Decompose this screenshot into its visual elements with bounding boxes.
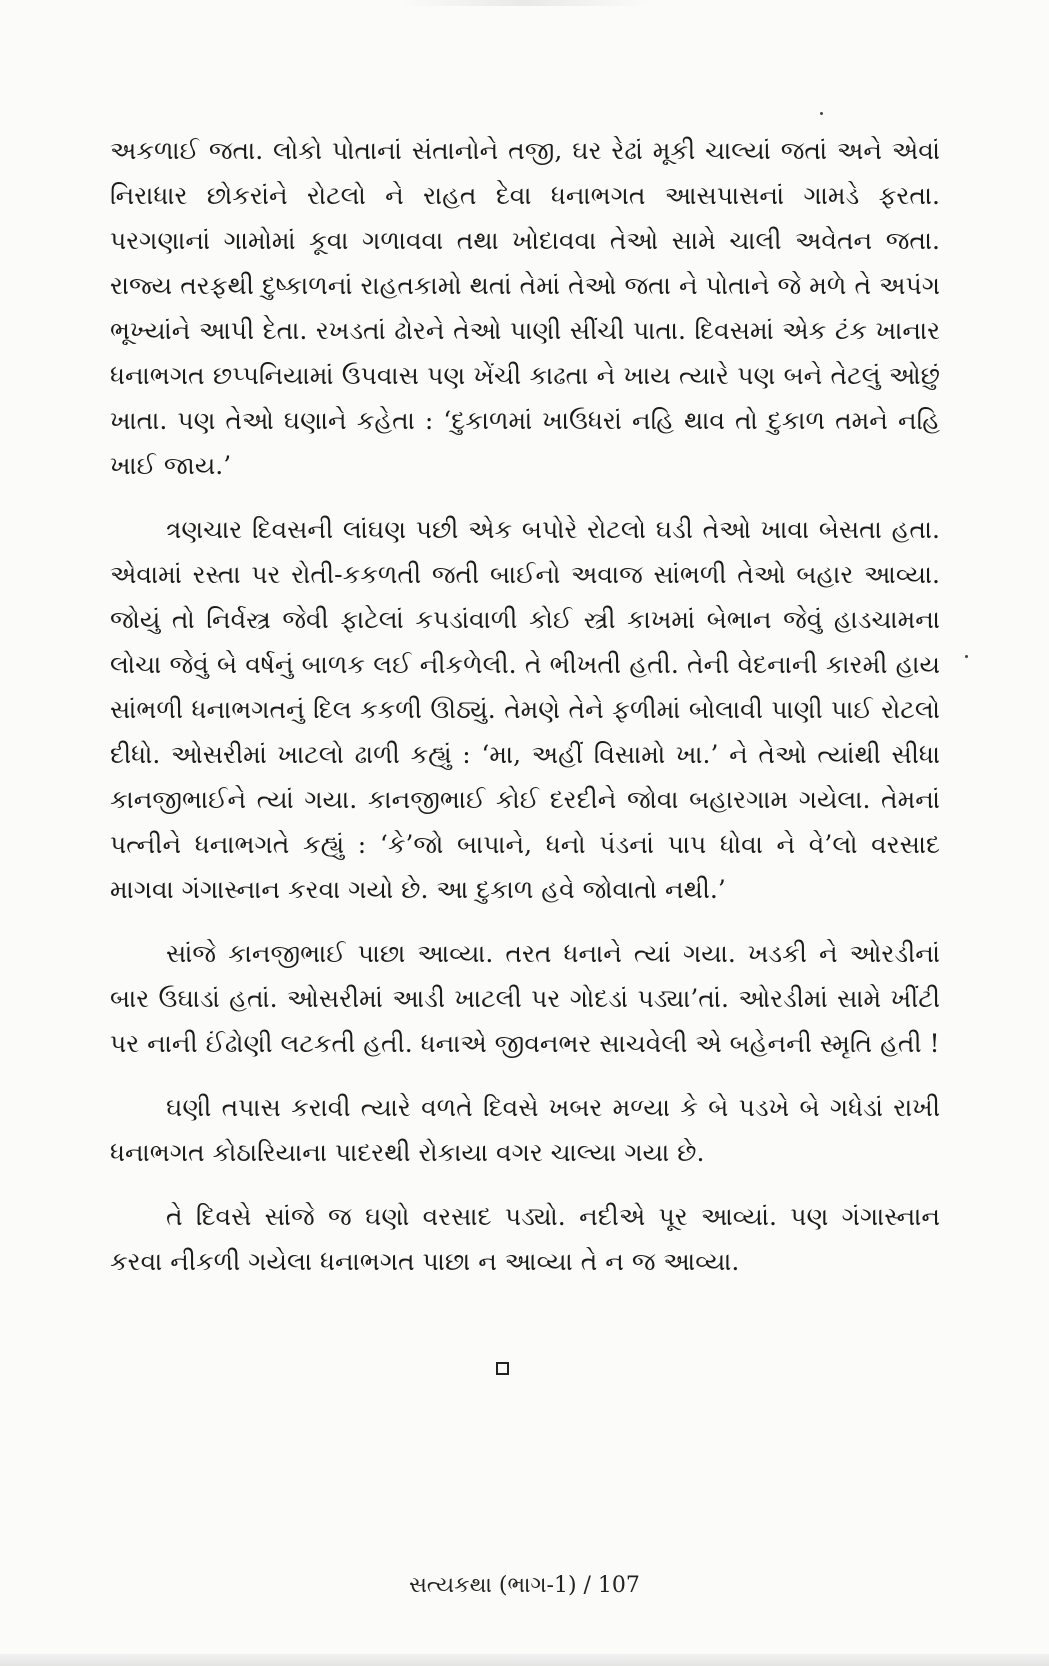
speck <box>820 112 823 115</box>
paragraph-3: સાંજે કાનજીભાઈ પાછા આવ્યા. તરત ધનાને ત્યાં ગયા. ખડકી ને ઓરડીનાં બાર ઉઘાડાં હતાં. ઓસરીમાં આડી ખાટલી પર ગોદડાં પડ્યા’તાં. ઓરડીમાં સામે ખીંટી પર નાની ઈંઢોણી લટકતી હતી. ધનાએ જીવનભર સાચવેલી એ બહેનની સ્મૃતિ હતી ! <box>110 939 940 1058</box>
scan-bottom-edge <box>0 1654 1049 1666</box>
scan-top-edge <box>400 0 650 6</box>
speck <box>965 655 968 658</box>
paragraph-1: અકળાઈ જતા. લોકો પોતાનાં સંતાનોને તજી, ઘર રેઢાં મૂકી ચાલ્યાં જતાં અને એવાં નિરાધાર છોકરાંને રોટલો ને રાહત દેવા ધનાભગત આસપાસનાં ગામડે ફરતા. પરગણાનાં ગામોમાં કૂવા ગળાવવા તથા ખોદાવવા તેઓ સામે ચાલી અવેતન જતા. રાજ્ય તરફથી દુષ્કાળનાં રાહતકામો થતાં તેમાં તેઓ જતા ને પોતાને જે મળે તે અપંગ ભૂખ્યાંને આપી દેતા. રખડતાં ઢોરને તેઓ પાણી સીંચી પાતા. દિવસમાં એક ટંક ખાનાર ધનાભગત છપ્પનિયામાં ઉપવાસ પણ ખેંચી કાઢતા ને ખાય ત્યારે પણ બને તેટલું ઓછું ખાતા. પણ તેઓ ઘણાને કહેતા : ‘દુકાળમાં ખાઉધરાં નહિ થાવ તો દુકાળ તમને નહિ ખાઈ જાય.’ <box>110 136 940 480</box>
page-footer: સત્યકથા (ભાગ-1) / 107 <box>409 1573 640 1598</box>
section-end-square <box>496 1362 509 1375</box>
paragraph-5: તે દિવસે સાંજે જ ઘણો વરસાદ પડ્યો. નદીએ પૂર આવ્યાં. પણ ગંગાસ્નાન કરવા નીકળી ગયેલા ધનાભગત પાછા ન આવ્યા તે ન જ આવ્યા. <box>110 1202 940 1276</box>
paragraph-2: ત્રણચાર દિવસની લાંઘણ પછી એક બપોરે રોટલો ઘડી તેઓ ખાવા બેસતા હતા. એવામાં રસ્તા પર રોતી-કકળતી જતી બાઈનો અવાજ સાંભળી તેઓ બહાર આવ્યા. જોયું તો નિર્વસ્ત્ર જેવી ફાટેલાં કપડાંવાળી કોઈ સ્ત્રી કાખમાં બેભાન જેવું હાડચામના લોચા જેવું બે વર્ષનું બાળક લઈ નીકળેલી. તે ભીખતી હતી. તેની વેદનાની કારમી હાય સાંભળી ધનાભગતનું દિલ કકળી ઊઠ્યું. તેમણે તેને ફળીમાં બોલાવી પાણી પાઈ રોટલો દીધો. ઓસરીમાં ખાટલો ઢાળી કહ્યું : ‘મા, અહીં વિસામો ખા.’ ને તેઓ ત્યાંથી સીધા કાનજીભાઈને ત્યાં ગયા. કાનજીભાઈ કોઈ દરદીને જોવા બહારગામ ગયેલા. તેમનાં પત્નીને ધનાભગતે કહ્યું : ‘કે’જો બાપાને, ધનો પંડનાં પાપ ધોવા ને વે’લો વરસાદ માગવા ગંગાસ્નાન કરવા ગયો છે. આ દુકાળ હવે જોવાતો નથી.’ <box>110 515 940 904</box>
paragraph-4: ઘણી તપાસ કરાવી ત્યારે વળતે દિવસે ખબર મળ્યા કે બે પડખે બે ગધેડાં રાખી ધનાભગત કોઠારિયાના પાદરથી રોકાયા વગર ચાલ્યા ગયા છે. <box>110 1093 940 1167</box>
body-text <box>110 128 940 1303</box>
